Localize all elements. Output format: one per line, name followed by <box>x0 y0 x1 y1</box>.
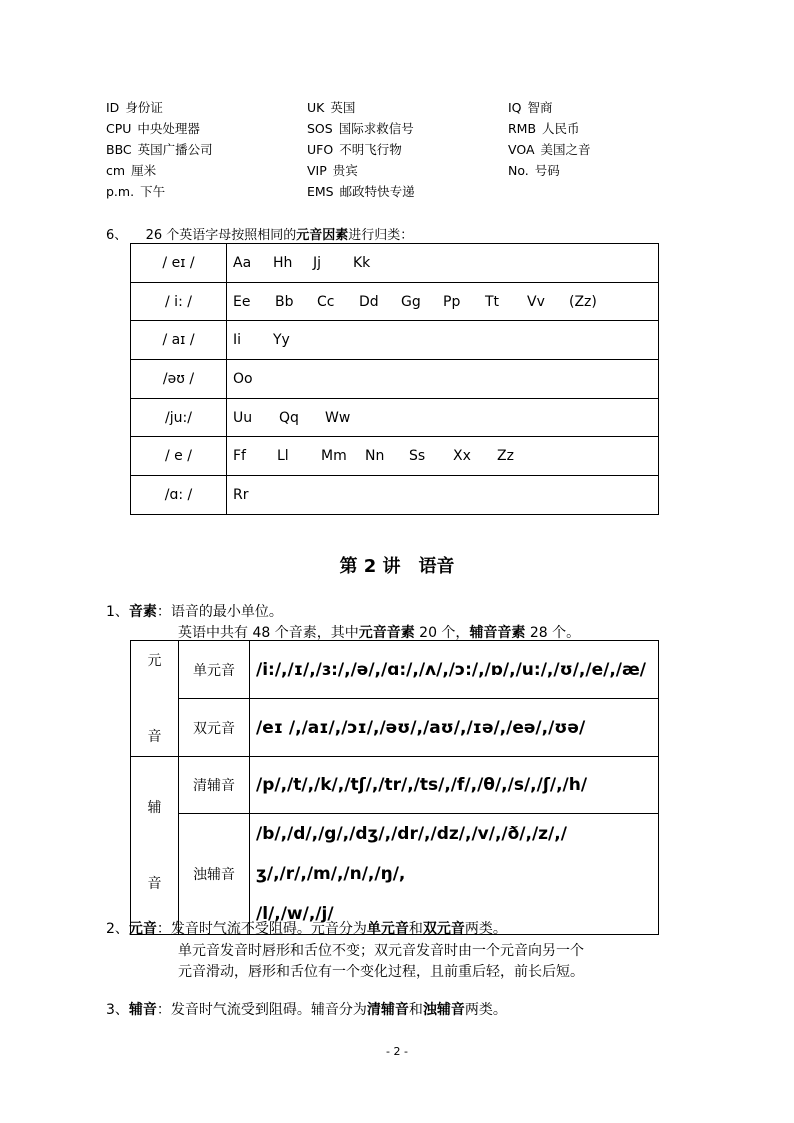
diphthong-sounds: /eɪ /,/aɪ/,/ɔɪ/,/əʊ/,/aʊ/,/ɪə/,/eə/,/ʊə/ <box>250 699 659 757</box>
abbreviation-item <box>106 140 213 158</box>
vowel-sound-cell: / eɪ / <box>131 244 227 283</box>
letters-cell <box>227 437 659 476</box>
section-6-text-a: 26 个英语字母按照相同的 <box>145 228 297 243</box>
p1-def: ：语音的最小单位。 <box>156 604 283 620</box>
letter-pair: Zz <box>497 448 514 465</box>
vowel-sound-cell: /ɑ: / <box>131 476 227 515</box>
letter-pair: Hh <box>273 254 293 271</box>
letter-pair: Ll <box>277 448 289 465</box>
voiceless-consonant-sounds: /p/,/t/,/k/,/tʃ/,/tr/,/ts/,/f/,/θ/,/s/,/ʃ/,/h/ <box>250 757 659 814</box>
phoneme-definition <box>106 601 283 621</box>
letter-pair: Qq <box>279 409 299 426</box>
letters-cell <box>227 476 659 515</box>
p2-def-e: 两类。 <box>464 921 507 937</box>
abbreviation-meaning: 邮政特快专递 <box>339 184 415 199</box>
voiceless-consonant-label: 清辅音 <box>179 757 250 814</box>
p3-term: 辅音 <box>128 1002 157 1018</box>
abbreviation-code: UFO <box>307 142 334 157</box>
abbreviation-item <box>307 161 358 179</box>
letter-pair: Gg <box>401 293 421 310</box>
letter-pair: Kk <box>353 254 371 271</box>
p1-line2-a: 英语中共有 48 个音素，其中 <box>178 625 359 641</box>
abbreviation-item <box>508 119 580 137</box>
vowel-sound-cell: / e / <box>131 437 227 476</box>
vowel-sound-cell: /ju:/ <box>131 398 227 437</box>
abbreviation-meaning: 号码 <box>534 163 560 178</box>
abbreviation-code: p.m. <box>106 184 135 199</box>
p3-number: 3、 <box>106 1002 129 1018</box>
abbreviation-item <box>508 98 553 116</box>
letter-pair: Aa <box>233 254 252 271</box>
p1-line2-b: 元音音素 <box>358 625 415 641</box>
abbreviation-code: VOA <box>508 142 535 157</box>
monophthong-label: 单元音 <box>179 641 250 699</box>
vowel-sound-cell: / aɪ / <box>131 321 227 360</box>
abbreviation-item <box>106 98 163 116</box>
abbreviation-item <box>508 140 591 158</box>
p1-line2-c: 20 个， <box>414 625 470 641</box>
abbreviation-code: EMS <box>307 184 334 199</box>
letter-pair: Ss <box>409 448 426 465</box>
phoneme-table <box>130 640 659 935</box>
letter-group-row <box>131 244 659 283</box>
abbreviation-item <box>106 182 165 200</box>
p2-number: 2、 <box>106 921 129 937</box>
letter-pair: Nn <box>365 448 385 465</box>
vowel-definition <box>106 918 507 938</box>
abbreviation-code: UK <box>307 100 325 115</box>
letter-pair: Bb <box>275 293 294 310</box>
letters-cell <box>227 398 659 437</box>
abbreviation-code: RMB <box>508 121 537 136</box>
letters-cell <box>227 321 659 360</box>
voiced-consonant-line-1: /b/,/d/,/g/,/dʒ/,/dr/,/dz/,/v/,/ð/,/z/,/ʒ/,/r/,/m/,/n/,/ŋ/, <box>256 824 567 884</box>
abbreviation-code: SOS <box>307 121 333 136</box>
abbreviation-code: VIP <box>307 163 327 178</box>
abbreviation-meaning: 美国之音 <box>540 142 591 157</box>
vowel-explanation-line-1: 单元音发音时唇形和舌位不变；双元音发音时由一个元音向另一个 <box>178 943 584 959</box>
letter-pair: Oo <box>233 370 253 387</box>
abbreviation-code: IQ <box>508 100 522 115</box>
letter-pair: Ff <box>233 448 246 465</box>
voiced-consonant-label: 浊辅音 <box>179 814 250 935</box>
letter-pair: Jj <box>313 254 322 271</box>
phoneme-count <box>178 622 580 642</box>
abbreviation-item <box>508 161 560 179</box>
letter-pair: Xx <box>453 448 471 465</box>
letter-pair: Ww <box>325 409 351 426</box>
consonant-definition <box>106 999 507 1019</box>
abbreviation-item <box>307 140 402 158</box>
abbreviation-meaning: 智商 <box>527 100 553 115</box>
letter-group-row <box>131 360 659 399</box>
letter-pair: Uu <box>233 409 253 426</box>
abbreviation-code: CPU <box>106 121 132 136</box>
abbreviation-code: ID <box>106 100 120 115</box>
abbreviation-meaning: 国际求救信号 <box>338 121 414 136</box>
letter-group-row <box>131 437 659 476</box>
letter-group-row <box>131 282 659 321</box>
letter-pair: Ee <box>233 293 251 310</box>
abbreviation-meaning: 英国 <box>330 100 356 115</box>
vowel-group-label: 元 音 <box>131 641 179 757</box>
letters-cell <box>227 360 659 399</box>
letter-group-row <box>131 476 659 515</box>
abbreviation-item <box>307 98 355 116</box>
letter-pair: Dd <box>359 293 379 310</box>
abbreviation-meaning: 下午 <box>140 184 166 199</box>
p3-def-a: ：发音时气流受到阻碍。辅音分为 <box>156 1002 367 1018</box>
letters-cell <box>227 282 659 321</box>
p2-def-b: 单元音 <box>366 921 409 937</box>
diphthong-label: 双元音 <box>179 699 250 757</box>
p3-def-c: 和 <box>408 1002 423 1018</box>
abbreviation-item <box>307 119 414 137</box>
p3-def-d: 浊辅音 <box>422 1002 465 1018</box>
abbreviation-item <box>106 119 200 137</box>
letter-pair: Ii <box>233 332 242 349</box>
abbreviation-item <box>307 182 415 200</box>
abbreviation-meaning: 人民币 <box>542 121 580 136</box>
abbreviation-meaning: 英国广播公司 <box>137 142 213 157</box>
abbreviation-meaning: 中央处理器 <box>137 121 200 136</box>
abbreviation-meaning: 不明飞行物 <box>339 142 402 157</box>
vowel-explanation-line-2: 元音滑动，唇形和舌位有一个变化过程，且前重后轻，前长后短。 <box>178 964 584 980</box>
p1-term: 音素 <box>128 604 157 620</box>
monophthong-sounds: /i:/,/ɪ/,/ɜ:/,/ə/,/ɑ:/,/ʌ/,/ɔ:/,/ɒ/,/u:/,/ʊ/,/e/,/æ/ <box>250 641 659 699</box>
voiced-consonant-sounds <box>250 814 659 935</box>
letter-pair: Mm <box>321 448 347 465</box>
abbreviation-code: BBC <box>106 142 132 157</box>
section-6-text-b: 进行归类： <box>348 228 414 243</box>
abbreviation-meaning: 厘米 <box>131 163 157 178</box>
vowel-sound-cell: / i: / <box>131 282 227 321</box>
letter-pair: Rr <box>233 486 249 503</box>
letter-vowel-table <box>130 243 659 515</box>
section-6-number: 6、 <box>106 228 128 243</box>
letter-pair: (Zz) <box>569 293 597 310</box>
letter-group-row <box>131 398 659 437</box>
p2-def-d: 双元音 <box>422 921 465 937</box>
lecture-title: 第 2 讲 语音 <box>339 556 455 577</box>
abbreviation-code: No. <box>508 163 529 178</box>
p1-number: 1、 <box>106 604 129 620</box>
p2-term: 元音 <box>128 921 157 937</box>
p1-line2-e: 28 个。 <box>525 625 581 641</box>
p1-line2-d: 辅音音素 <box>469 625 526 641</box>
letter-pair: Yy <box>273 332 290 349</box>
p2-def-c: 和 <box>408 921 423 937</box>
p2-def-a: ：发音时气流不受阻碍。元音分为 <box>156 921 367 937</box>
abbreviation-code: cm <box>106 163 126 178</box>
abbreviation-meaning: 身份证 <box>125 100 163 115</box>
consonant-group-label: 辅 音 <box>131 757 179 935</box>
p3-def-b: 清辅音 <box>366 1002 409 1018</box>
letter-pair: Cc <box>317 293 335 310</box>
letters-cell <box>227 244 659 283</box>
voiced-consonant-line-2: /l/,/w/,/j/ <box>256 904 334 924</box>
letter-pair: Tt <box>485 293 500 310</box>
letter-pair: Vv <box>527 293 545 310</box>
letter-group-row <box>131 321 659 360</box>
abbreviation-meaning: 贵宾 <box>332 163 358 178</box>
section-6-text-bold: 元音因素 <box>296 228 349 243</box>
page-number: - 2 - <box>386 1045 408 1058</box>
p3-def-e: 两类。 <box>464 1002 507 1018</box>
section-6-intro <box>106 224 413 243</box>
letter-pair: Pp <box>443 293 461 310</box>
vowel-sound-cell: /əʊ / <box>131 360 227 399</box>
abbreviation-item <box>106 161 156 179</box>
